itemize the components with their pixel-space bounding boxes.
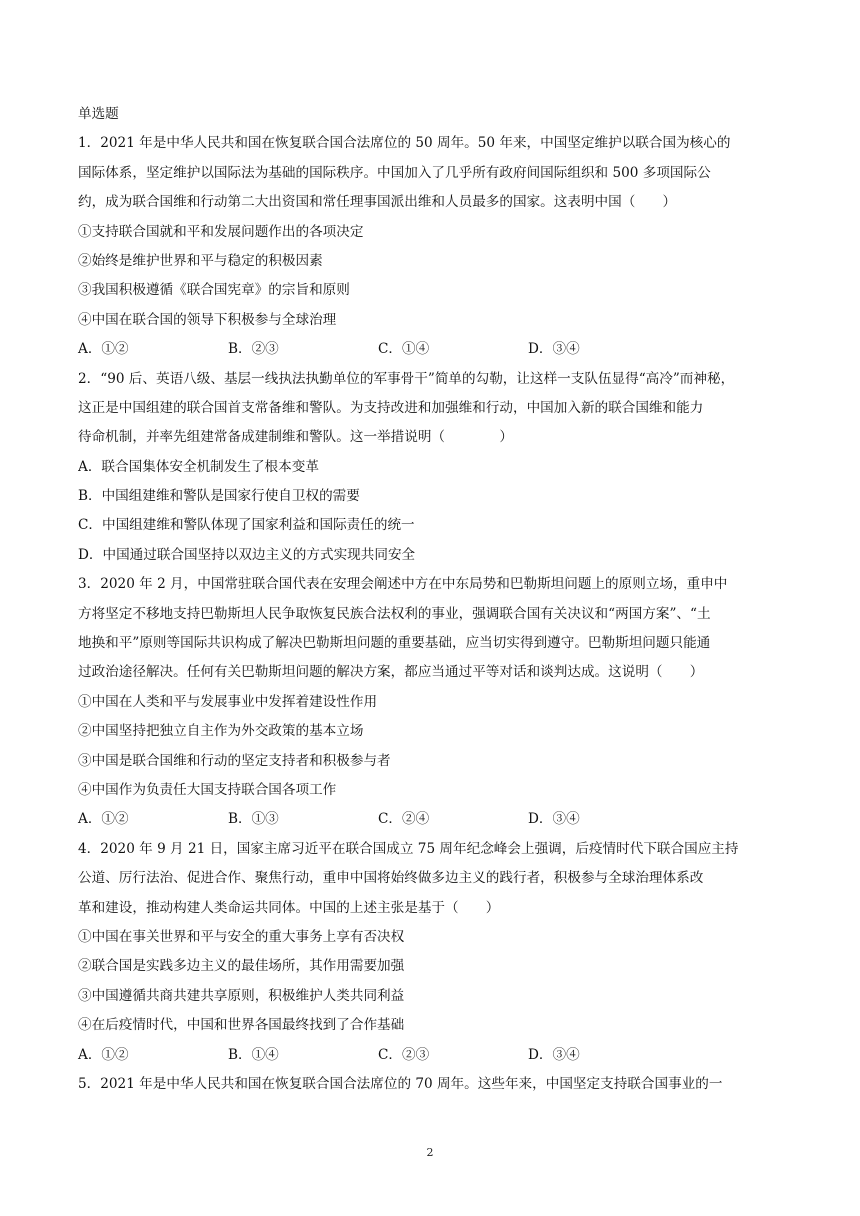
option-d: D．③④ bbox=[528, 811, 580, 828]
option-c: C．②③ bbox=[378, 1046, 430, 1063]
question-stem-line: 公道、厉行法治、促进合作、聚焦行动，重申中国将始终做多边主义的践行者，积极参与全球治理体系改 bbox=[78, 870, 704, 887]
statement-item: ②始终是维护世界和平与稳定的积极因素 bbox=[78, 252, 323, 269]
statement-item: ②中国坚持把独立自主作为外交政策的基本立场 bbox=[78, 723, 364, 740]
option-a: A．①② bbox=[78, 811, 129, 828]
question-1 bbox=[78, 129, 784, 364]
question-stem-line: 这正是中国组建的联合国首支常备维和警队。为支持改进和加强维和行动，中国加入新的联合国维和能力 bbox=[78, 399, 704, 416]
question-stem-line: 国际体系，坚定维护以国际法为基础的国际秩序。中国加入了几乎所有政府间国际组织和 500 多项国际公 bbox=[78, 164, 711, 181]
question-stem-line: 待命机制，并率先组建常备成建制维和警队。这一举措说明（ ） bbox=[78, 429, 513, 446]
question-5 bbox=[78, 1070, 784, 1099]
statement-item: ④中国作为负责任大国支持联合国各项工作 bbox=[78, 781, 337, 798]
statement-item: ②联合国是实践多边主义的最佳场所，其作用需要加强 bbox=[78, 958, 405, 975]
question-stem-line: 5．2021 年是中华人民共和国在恢复联合国合法席位的 70 周年。这些年来，中国坚定支持联合国事业的一 bbox=[78, 1075, 723, 1092]
option-d: D．③④ bbox=[528, 1046, 580, 1063]
answer-options bbox=[78, 335, 784, 364]
statement-item: ①支持联合国就和平和发展问题作出的各项决定 bbox=[78, 223, 364, 240]
question-stem-line: 过政治途径解决。任何有关巴勒斯坦问题的解决方案，都应当通过平等对话和谈判达成。这说明（ ） bbox=[78, 664, 704, 681]
option-a: A．①② bbox=[78, 341, 129, 358]
question-stem-line: 3．2020 年 2 月，中国常驻联合国代表在安理会阐述中方在中东局势和巴勒斯坦问题上的原则立场，重申中 bbox=[78, 576, 728, 593]
statement-item: ①中国在人类和平与发展事业中发挥着建设性作用 bbox=[78, 693, 378, 710]
question-stem-line: 1．2021 年是中华人民共和国在恢复联合国合法席位的 50 周年。50 年来，中国坚定维护以联合国为核心的 bbox=[78, 135, 731, 152]
question-content bbox=[78, 100, 784, 1099]
option-c: C．①④ bbox=[378, 341, 430, 358]
question-stem-line: 方将坚定不移地支持巴勒斯坦人民争取恢复民族合法权利的事业，强调联合国有关决议和“两国方案”、“土 bbox=[78, 605, 711, 622]
question-4 bbox=[78, 835, 784, 1070]
option-c: C．②④ bbox=[378, 811, 430, 828]
statement-item: ④在后疫情时代，中国和世界各国最终找到了合作基础 bbox=[78, 1017, 405, 1034]
question-stem-line: 地换和平”原则等国际共识构成了解决巴勒斯坦问题的重要基础，应当切实得到遵守。巴勒斯坦问题只能通 bbox=[78, 635, 711, 652]
question-3 bbox=[78, 570, 784, 835]
question-2 bbox=[78, 365, 784, 571]
option-d: D．中国通过联合国坚持以双边主义的方式实现共同安全 bbox=[78, 546, 416, 563]
statement-item: ③我国积极遵循《联合国宪章》的宗旨和原则 bbox=[78, 282, 350, 299]
option-b: B．中国组建维和警队是国家行使自卫权的需要 bbox=[78, 488, 360, 505]
statement-item: ①中国在事关世界和平与安全的重大事务上享有否决权 bbox=[78, 928, 405, 945]
question-stem-line: 4．2020 年 9 月 21 日，国家主席习近平在联合国成立 75 周年纪念峰会上强调，后疫情时代下联合国应主持 bbox=[78, 840, 739, 857]
answer-options bbox=[78, 1041, 784, 1070]
option-b: B．①③ bbox=[228, 811, 279, 828]
option-b: B．②③ bbox=[228, 341, 279, 358]
option-c: C．中国组建维和警队体现了国家利益和国际责任的统一 bbox=[78, 517, 415, 534]
section-title: 单选题 bbox=[78, 106, 119, 122]
option-a: A．联合国集体安全机制发生了根本变革 bbox=[78, 458, 319, 475]
option-a: A．①② bbox=[78, 1046, 129, 1063]
option-b: B．①④ bbox=[228, 1046, 279, 1063]
statement-item: ③中国是联合国维和行动的坚定支持者和积极参与者 bbox=[78, 752, 391, 769]
answer-options bbox=[78, 805, 784, 834]
page-number: 2 bbox=[426, 1146, 434, 1159]
statement-item: ③中国遵循共商共建共享原则，积极维护人类共同利益 bbox=[78, 987, 405, 1004]
statement-item: ④中国在联合国的领导下积极参与全球治理 bbox=[78, 311, 337, 328]
question-stem-line: 2．“90 后、英语八级、基层一线执法执勤单位的军事骨干”简单的勾勒，让这样一支队伍显得“高冷”而神秘， bbox=[78, 370, 735, 387]
question-stem-line: 革和建设，推动构建人类命运共同体。中国的上述主张是基于（ ） bbox=[78, 899, 500, 916]
option-d: D．③④ bbox=[528, 341, 580, 358]
question-stem-line: 约，成为联合国维和行动第二大出资国和常任理事国派出维和人员最多的国家。这表明中国（ ） bbox=[78, 194, 677, 211]
